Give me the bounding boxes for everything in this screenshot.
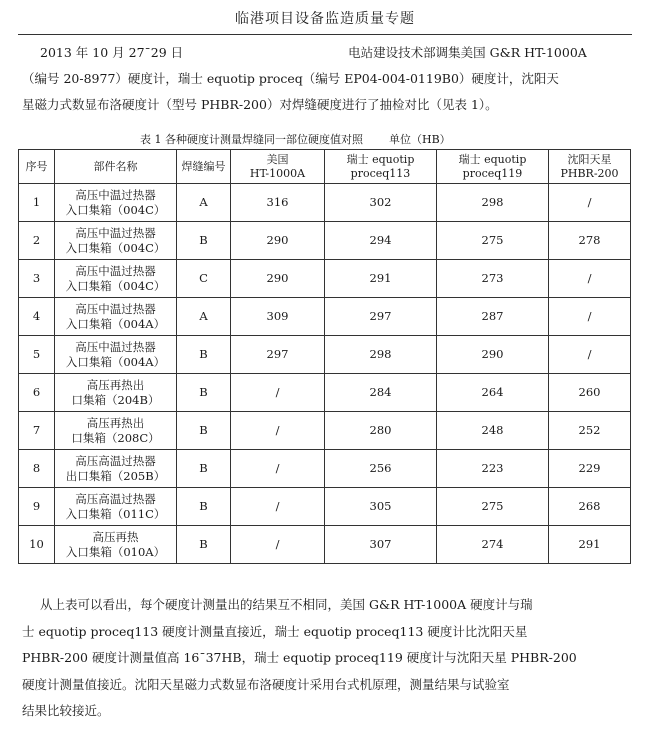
- cell-sy: /: [549, 298, 631, 336]
- table-row: [19, 336, 631, 374]
- cell-idx: 6: [19, 374, 55, 412]
- cell-ch119: 287: [437, 298, 549, 336]
- table-row: [19, 374, 631, 412]
- header-sy: 沈阳天星 PHBR-200: [549, 150, 631, 184]
- cell-us: /: [231, 374, 325, 412]
- cell-ch119: 248: [437, 412, 549, 450]
- cell-ch119: 223: [437, 450, 549, 488]
- cell-ch113: 284: [325, 374, 437, 412]
- part-name-line-1: 高压再热出: [86, 415, 145, 430]
- part-name-line-2: 口集箱（204B）: [71, 392, 160, 407]
- cell-sy: 252: [549, 412, 631, 450]
- cell-weld: B: [177, 336, 231, 374]
- part-name-line-2: 入口集箱（004C）: [65, 202, 166, 217]
- header-us: 美国 HT-1000A: [231, 150, 325, 184]
- part-name-line-2: 入口集箱（004C）: [65, 278, 166, 293]
- cell-us: /: [231, 488, 325, 526]
- cell-part: [55, 184, 177, 222]
- cell-weld: B: [177, 374, 231, 412]
- cell-us: 309: [231, 298, 325, 336]
- cell-weld: B: [177, 412, 231, 450]
- cell-idx: 9: [19, 488, 55, 526]
- header-idx: 序号: [19, 150, 55, 184]
- header-ch113: 瑞士 equotip proceq113: [325, 150, 437, 184]
- header-ch119: 瑞士 equotip proceq119: [437, 150, 549, 184]
- cell-part: [55, 488, 177, 526]
- part-name-line-2: 入口集箱（010A）: [65, 544, 166, 559]
- cell-part: [55, 222, 177, 260]
- cell-ch113: 280: [325, 412, 437, 450]
- intro-line-2: （编号 20-8977）硬度计，瑞士 equotip proceq（编号 EP04-004-0119B0）硬度计，沈阳天: [22, 71, 559, 86]
- header-title: 临港项目设备监造质量专题: [235, 11, 415, 27]
- cell-ch113: 294: [325, 222, 437, 260]
- intro-paragraph: [22, 40, 630, 118]
- cell-weld: A: [177, 184, 231, 222]
- part-name-line-1: 高压中温过热器: [75, 187, 156, 202]
- cell-part: [55, 374, 177, 412]
- cell-ch113: 307: [325, 526, 437, 564]
- conclusion-line-2: 士 equotip proceq113 硬度计测量直接近，瑞士 equotip proceq113 硬度计比沈阳天星: [22, 623, 528, 639]
- cell-idx: 1: [19, 184, 55, 222]
- cell-ch113: 256: [325, 450, 437, 488]
- cell-ch119: 273: [437, 260, 549, 298]
- cell-idx: 10: [19, 526, 55, 564]
- table-caption: [140, 131, 451, 147]
- table-row: [19, 526, 631, 564]
- cell-idx: 3: [19, 260, 55, 298]
- part-name-line-1: 高压再热: [92, 529, 139, 544]
- table-row: [19, 260, 631, 298]
- cell-weld: C: [177, 260, 231, 298]
- cell-idx: 5: [19, 336, 55, 374]
- intro-date: 2013 年 10 月 27¯29 日: [40, 45, 184, 60]
- conclusion-paragraph: [22, 592, 630, 725]
- cell-us: /: [231, 412, 325, 450]
- table-row: [19, 488, 631, 526]
- intro-line-1-right: 电站建设技术部调集美国 G&R HT-1000A: [348, 45, 587, 60]
- part-name-line-1: 高压中温过热器: [75, 339, 156, 354]
- conclusion-line-4: 硬度计测量值接近。沈阳天星磁力式数显布洛硬度计采用台式机原理，测量结果与试验室: [22, 676, 510, 692]
- cell-sy: 229: [549, 450, 631, 488]
- hardness-table: [18, 149, 631, 564]
- cell-idx: 7: [19, 412, 55, 450]
- cell-sy: 291: [549, 526, 631, 564]
- cell-part: [55, 412, 177, 450]
- part-name-line-2: 入口集箱（004A）: [65, 316, 166, 331]
- cell-ch119: 290: [437, 336, 549, 374]
- intro-line-1: [22, 40, 630, 66]
- cell-us: 290: [231, 260, 325, 298]
- intro-line-3: 星磁力式数显布洛硬度计（型号 PHBR-200）对焊缝硬度进行了抽检对比（见表 1）。: [22, 97, 498, 112]
- cell-idx: 8: [19, 450, 55, 488]
- conclusion-line-5: 结果比较接近。: [22, 703, 110, 718]
- table-row: [19, 450, 631, 488]
- cell-us: 297: [231, 336, 325, 374]
- cell-ch113: 305: [325, 488, 437, 526]
- part-name-line-2: 口集箱（208C）: [71, 430, 160, 445]
- table-header-row: [19, 150, 631, 184]
- part-name-line-1: 高压中温过热器: [75, 225, 156, 240]
- part-name-line-2: 入口集箱（004A）: [65, 354, 166, 369]
- cell-ch119: 275: [437, 222, 549, 260]
- conclusion-line-3: PHBR-200 硬度计测量值高 16¯37HB，瑞士 equotip proceq119 硬度计与沈阳天星 PHBR-200: [22, 650, 577, 665]
- table-row: [19, 298, 631, 336]
- page-header: [18, 4, 632, 35]
- table-caption-title: 表 1 各种硬度计测量焊缝同一部位硬度值对照: [140, 133, 363, 146]
- cell-sy: /: [549, 336, 631, 374]
- cell-idx: 4: [19, 298, 55, 336]
- part-name-line-2: 入口集箱（004C）: [65, 240, 166, 255]
- header-part: 部件名称: [55, 150, 177, 184]
- header-weld: 焊缝编号: [177, 150, 231, 184]
- cell-ch119: 274: [437, 526, 549, 564]
- cell-sy: /: [549, 184, 631, 222]
- cell-weld: A: [177, 298, 231, 336]
- cell-weld: B: [177, 526, 231, 564]
- cell-part: [55, 526, 177, 564]
- cell-weld: B: [177, 488, 231, 526]
- part-name-line-1: 高压高温过热器: [75, 453, 156, 468]
- table-row: [19, 222, 631, 260]
- cell-ch113: 302: [325, 184, 437, 222]
- table-unit: 单位（HB）: [389, 133, 451, 146]
- part-name-line-2: 入口集箱（011C）: [65, 506, 166, 521]
- cell-sy: 268: [549, 488, 631, 526]
- cell-part: [55, 450, 177, 488]
- table-row: [19, 412, 631, 450]
- cell-weld: B: [177, 222, 231, 260]
- cell-us: 290: [231, 222, 325, 260]
- part-name-line-1: 高压再热出: [86, 377, 145, 392]
- cell-ch119: 275: [437, 488, 549, 526]
- cell-us: /: [231, 526, 325, 564]
- cell-ch119: 264: [437, 374, 549, 412]
- cell-sy: 278: [549, 222, 631, 260]
- cell-ch119: 298: [437, 184, 549, 222]
- table-row: [19, 184, 631, 222]
- part-name-line-1: 高压中温过热器: [75, 301, 156, 316]
- part-name-line-1: 高压中温过热器: [75, 263, 156, 278]
- cell-sy: /: [549, 260, 631, 298]
- part-name-line-1: 高压高温过热器: [75, 491, 156, 506]
- cell-part: [55, 298, 177, 336]
- cell-ch113: 297: [325, 298, 437, 336]
- conclusion-line-1: 从上表可以看出，每个硬度计测量出的结果互不相同，美国 G&R HT-1000A 硬度计与瑞: [40, 597, 533, 612]
- cell-idx: 2: [19, 222, 55, 260]
- cell-ch113: 291: [325, 260, 437, 298]
- cell-sy: 260: [549, 374, 631, 412]
- part-name-line-2: 出口集箱（205B）: [65, 468, 166, 483]
- cell-ch113: 298: [325, 336, 437, 374]
- cell-us: /: [231, 450, 325, 488]
- cell-weld: B: [177, 450, 231, 488]
- cell-part: [55, 260, 177, 298]
- cell-us: 316: [231, 184, 325, 222]
- cell-part: [55, 336, 177, 374]
